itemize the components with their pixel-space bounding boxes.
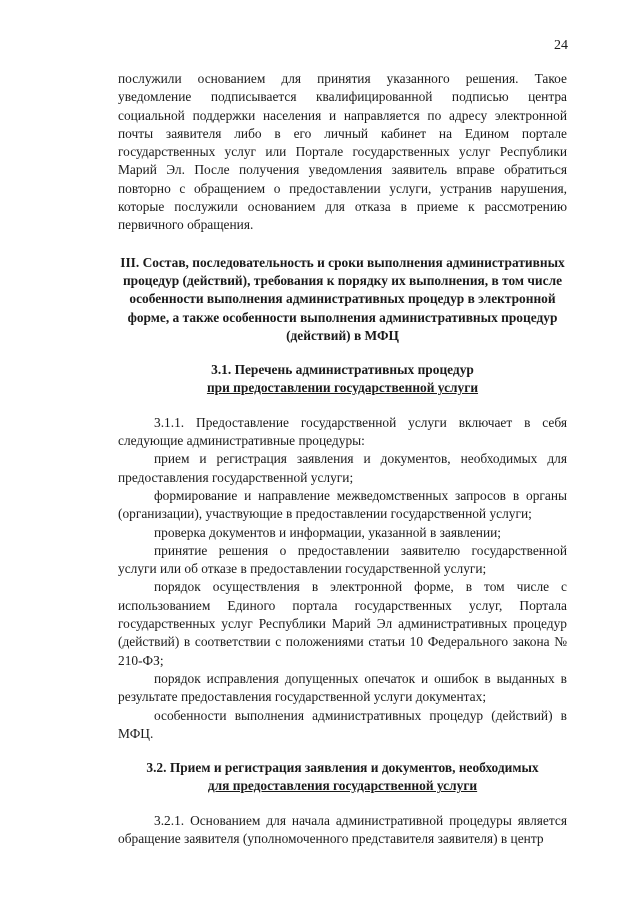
spacer — [118, 235, 567, 254]
spacer — [118, 398, 567, 414]
section-3-heading: III. Состав, последовательность и сроки выполнения административных процедур (действий), требования к порядку их выполнения, в том числе особенности выполнения административных процедур в электронной форме, а также особенности выполнения административных процедур (действий) в МФЦ — [120, 254, 565, 343]
procedure-item: порядок осуществления в электронной форме, в том числе с использованием Единого портала государственных услуг, Портала государственных услуг Республики Марий Эл административных процедур (действий) в соответствии с положениями статьи 10 Федерального закона № 210-ФЗ; — [118, 579, 567, 668]
intro-paragraph: послужили основанием для принятия указанного решения. Такое уведомление подписывается квалифицированной подписью центра социальной поддержки населения и направляется по адресу электронной почты заявителя либо в его личный кабинет на Едином портале государственных услуг или Портале государственных услуг Республики Марий Эл. После получения уведомления заявитель вправе обратиться повторно с обращением о предоставлении услуги, устранив нарушения, которые послужили основанием для отказа в приеме к рассмотрению первичного обращения. — [118, 71, 567, 233]
procedure-item: формирование и направление межведомственных запросов в органы (организации), участвующие в предоставлении государственной услуги; — [118, 487, 567, 522]
procedure-item: особенности выполнения административных процедур (действий) в МФЦ. — [118, 707, 567, 741]
subsection-3-2-heading-line2: для предоставления государственной услуги — [207, 778, 478, 794]
page-number: 24 — [554, 38, 568, 53]
subsection-3-2-heading-line1: 3.2. Прием и регистрация заявления и документов, необходимых — [146, 760, 539, 776]
spacer — [118, 743, 567, 759]
procedure-item: прием и регистрация заявления и документов, необходимых для предоставления государственной услуги; — [118, 451, 567, 485]
spacer — [118, 796, 567, 812]
subsection-3-2-lead: 3.2.1. Основанием для начала административной процедуры является обращение заявителя (уполномоченного представителя заявителя) в центр — [118, 812, 567, 846]
procedure-item: порядок исправления допущенных опечаток и ошибок в выданных в результате предоставления государственной услуги документах; — [118, 670, 567, 705]
procedure-item: принятие решения о предоставлении заявителю государственной услуги или об отказе в предоставлении государственной услуги; — [118, 542, 567, 577]
procedure-item: проверка документов и информации, указанной в заявлении; — [154, 524, 501, 540]
subsection-3-1-heading-line1: 3.1. Перечень административных процедур — [211, 362, 474, 378]
subsection-3-1-lead: 3.1.1. Предоставление государственной услуги включает в себя следующие административные процедуры: — [118, 414, 567, 449]
spacer — [118, 345, 567, 361]
subsection-3-1-heading-line2: при предоставлении государственной услуги — [206, 380, 479, 396]
document-body — [118, 70, 567, 848]
